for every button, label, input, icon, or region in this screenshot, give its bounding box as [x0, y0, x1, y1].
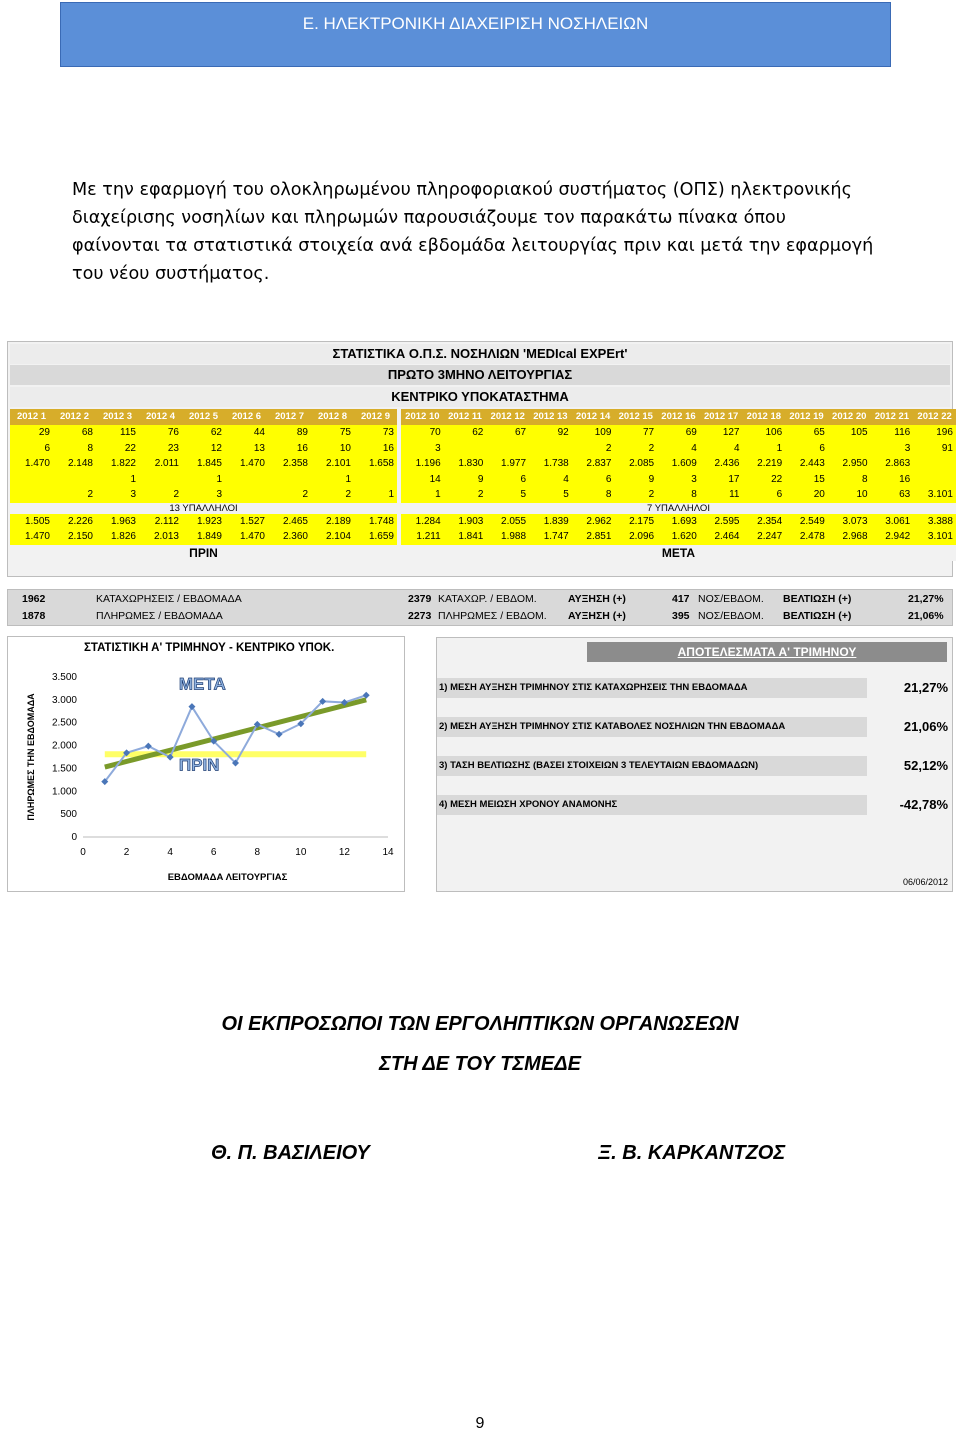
stats-subtitle: ΠΡΩΤΟ 3ΜΗΝΟ ΛΕΙΤΟΥΡΓΙΑΣ	[10, 365, 950, 385]
table-cell: 1.845	[182, 456, 225, 472]
table-cell: 1.826	[96, 529, 139, 545]
table-cell: 2012 13	[529, 409, 572, 425]
table-cell: 2.962	[572, 514, 615, 530]
table-cell: 1.748	[354, 514, 397, 530]
table-cell: 14	[401, 472, 444, 488]
table-cell: 105	[828, 425, 871, 441]
table-cell: 2012 1	[10, 409, 53, 425]
chart-canvas	[8, 637, 404, 891]
table-cell: 3.073	[828, 514, 871, 530]
y-tick-label: 0	[71, 832, 77, 843]
x-tick-label: 12	[338, 847, 350, 858]
y-tick-label: 3.000	[51, 694, 77, 706]
table-cell: 11	[700, 487, 743, 503]
table-cell: 1.505	[10, 514, 53, 530]
data-point	[145, 743, 152, 750]
table-cell: 4	[657, 441, 700, 457]
table-cell	[268, 472, 311, 488]
period-after-label: ΜΕΤΑ	[401, 545, 956, 561]
table-cell: 22	[96, 441, 139, 457]
table-cell: 2.101	[311, 456, 354, 472]
result-row	[437, 678, 952, 698]
table-cell: 1.527	[225, 514, 268, 530]
table-cell: 65	[785, 425, 828, 441]
table-cell: 2.549	[785, 514, 828, 530]
table-cell: 2.358	[268, 456, 311, 472]
y-tick-label: 1.500	[51, 763, 77, 775]
table-cell: 2012 8	[311, 409, 354, 425]
table-cell: 16	[871, 472, 914, 488]
table-cell: 2.011	[139, 456, 182, 472]
table-cell: 2.096	[614, 529, 657, 545]
table-cell: 2012 20	[828, 409, 871, 425]
table-cell	[10, 472, 53, 488]
table-cell: 44	[225, 425, 268, 441]
table-cell: 67	[486, 425, 529, 441]
table-cell: 1.839	[529, 514, 572, 530]
table-cell: 2.150	[53, 529, 96, 545]
y-axis-label: ΠΛΗΡΩΜΕΣ ΤΗΝ ΕΒΔΟΜΑΔΑ	[26, 693, 36, 821]
result-row	[437, 795, 952, 815]
x-tick-label: 10	[295, 847, 307, 858]
payments-chart	[7, 636, 405, 892]
table-cell: 68	[53, 425, 96, 441]
table-cell: 2.085	[614, 456, 657, 472]
page-number: 9	[475, 1415, 485, 1432]
table-row	[10, 472, 956, 488]
table-cell: 29	[10, 425, 53, 441]
summary-increase-label: ΑΥΞΗΣΗ (+)	[568, 593, 626, 605]
table-cell: 1.747	[529, 529, 572, 545]
table-cell: 2012 17	[700, 409, 743, 425]
before-overlay-label: ΠΡΙΝ	[178, 755, 220, 775]
table-cell: 1	[354, 487, 397, 503]
table-cell: 1.830	[444, 456, 487, 472]
period-footer-row	[10, 545, 956, 561]
table-cell: 2012 19	[785, 409, 828, 425]
table-cell: 1.988	[486, 529, 529, 545]
chart-title: ΣΤΑΤΙΣΤΙΚΗ Α' ΤΡΙΜΗΝΟΥ - ΚΕΝΤΡΙΚΟ ΥΠΟΚ.	[84, 642, 335, 654]
summary-increase-value: 417	[672, 593, 690, 605]
table-cell: 116	[871, 425, 914, 441]
table-cell: 2.104	[311, 529, 354, 545]
x-axis-label: ΕΒΔΟΜΑΔΑ ΛΕΙΤΟΥΡΓΙΑΣ	[167, 872, 288, 883]
table-cell: 2012 9	[354, 409, 397, 425]
summary-after-value: 2273	[408, 610, 432, 622]
summary-row	[8, 608, 952, 625]
table-cell: 2.148	[53, 456, 96, 472]
table-cell: 2012 21	[871, 409, 914, 425]
table-cell	[139, 472, 182, 488]
table-cell: 2012 6	[225, 409, 268, 425]
stats-branch: ΚΕΝΤΡΙΚΟ ΥΠΟΚΑΤΑΣΤΗΜΑ	[10, 387, 950, 407]
table-cell: 3.101	[913, 487, 956, 503]
table-cell: 2.226	[53, 514, 96, 530]
table-cell: 1	[311, 472, 354, 488]
table-cell: 4	[700, 441, 743, 457]
table-cell: 3	[871, 441, 914, 457]
table-cell: 15	[785, 472, 828, 488]
x-tick-label: 0	[80, 847, 86, 858]
table-cell: 70	[401, 425, 444, 441]
table-cell: 6	[785, 441, 828, 457]
table-cell: 1.470	[225, 456, 268, 472]
x-tick-label: 6	[210, 847, 217, 858]
table-cell: 2012 11	[444, 409, 487, 425]
table-cell: 2.175	[614, 514, 657, 530]
table-cell: 2	[444, 487, 487, 503]
table-cell: 2.360	[268, 529, 311, 545]
table-cell: 12	[182, 441, 225, 457]
result-row	[437, 717, 952, 737]
result-label: 4) ΜΕΣΗ ΜΕΙΩΣΗ ΧΡΟΝΟΥ ΑΝΑΜΟΝΗΣ	[437, 795, 867, 815]
signature-left: Θ. Π. ΒΑΣΙΛΕΙΟΥ	[211, 1142, 370, 1164]
table-cell: 2012 15	[614, 409, 657, 425]
table-cell: 69	[657, 425, 700, 441]
table-cell: 2	[53, 487, 96, 503]
table-cell: 2.837	[572, 456, 615, 472]
data-point	[276, 731, 283, 738]
table-cell: 1.923	[182, 514, 225, 530]
table-cell: 2.863	[871, 456, 914, 472]
table-cell	[10, 487, 53, 503]
table-cell: 91	[913, 441, 956, 457]
table-cell: 6	[486, 472, 529, 488]
summary-improvement-value: 21,06%	[908, 610, 944, 622]
table-cell	[913, 456, 956, 472]
summary-increase-label: ΑΥΞΗΣΗ (+)	[568, 610, 626, 622]
table-cell: 8	[828, 472, 871, 488]
result-value: 52,12%	[903, 758, 948, 773]
table-cell	[529, 441, 572, 457]
table-cell: 77	[614, 425, 657, 441]
table-cell: 115	[96, 425, 139, 441]
table-cell: 2.219	[743, 456, 786, 472]
summary-improvement-label: ΒΕΛΤΙΩΣΗ (+)	[783, 610, 852, 622]
table-cell: 10	[311, 441, 354, 457]
result-label: 1) ΜΕΣΗ ΑΥΞΗΣΗ ΤΡΙΜΗΝΟΥ ΣΤΙΣ ΚΑΤΑΧΩΡΗΣΕΙΣ ΤΗΝ ΕΒΔΟΜΑΔΑ	[437, 678, 867, 698]
table-cell: 16	[268, 441, 311, 457]
table-cell: 1.470	[225, 529, 268, 545]
table-cell: 2.464	[700, 529, 743, 545]
summary-improvement-label: ΒΕΛΤΙΩΣΗ (+)	[783, 593, 852, 605]
table-cell: 1	[401, 487, 444, 503]
table-row	[10, 425, 956, 441]
table-cell: 3.101	[913, 529, 956, 545]
table-cell: 2	[614, 487, 657, 503]
table-cell	[225, 472, 268, 488]
table-cell: 3	[182, 487, 225, 503]
table-cell: 1	[743, 441, 786, 457]
table-cell: 1	[96, 472, 139, 488]
table-cell	[53, 472, 96, 488]
y-tick-label: 500	[60, 809, 77, 821]
table-cell: 6	[743, 487, 786, 503]
table-cell: 62	[444, 425, 487, 441]
summary-before-value: 1962	[22, 593, 46, 605]
y-tick-label: 1.000	[51, 786, 77, 798]
summary-before-value: 1878	[22, 610, 46, 622]
table-cell: 3	[657, 472, 700, 488]
table-cell	[225, 487, 268, 503]
table-cell: 20	[785, 487, 828, 503]
table-cell: 13	[225, 441, 268, 457]
table-cell	[444, 441, 487, 457]
table-cell: 2012 14	[572, 409, 615, 425]
after-overlay-label: ΜΕΤΑ	[178, 674, 226, 694]
weekly-grid	[10, 409, 956, 561]
table-cell: 3.061	[871, 514, 914, 530]
table-cell: 8	[572, 487, 615, 503]
summary-improvement-value: 21,27%	[908, 593, 944, 605]
table-cell: 5	[486, 487, 529, 503]
table-cell: 1.977	[486, 456, 529, 472]
table-cell: 2	[311, 487, 354, 503]
employees-after: 7 ΥΠΑΛΛΗΛΟΙ	[401, 503, 956, 514]
table-cell: 2012 22	[913, 409, 956, 425]
table-row	[10, 487, 956, 503]
week-header-row	[10, 409, 956, 425]
results-panel	[436, 637, 953, 892]
summary-after-label: ΚΑΤΑΧΩΡ. / ΕΒΔΟΜ.	[438, 593, 537, 605]
table-cell: 3	[401, 441, 444, 457]
table-cell: 6	[572, 472, 615, 488]
table-cell: 8	[53, 441, 96, 457]
table-cell: 1.841	[444, 529, 487, 545]
intro-line: Με την εφαρμογή του ολοκληρωμένου πληροφοριακού συστήματος (ΟΠΣ) ηλεκτρονικής	[72, 180, 852, 200]
totals-row	[10, 529, 956, 545]
employees-before: 13 ΥΠΑΛΛΗΛΟΙ	[10, 503, 397, 514]
summary-bar	[7, 589, 953, 626]
table-row	[10, 441, 956, 457]
org-heading: ΟΙ ΕΚΠΡΟΣΩΠΟΙ ΤΩΝ ΕΡΓΟΛΗΠΤΙΚΩΝ ΟΡΓΑΝΩΣΕΩΝ	[221, 1013, 739, 1035]
table-cell: 2.112	[139, 514, 182, 530]
table-cell: 1.693	[657, 514, 700, 530]
table-cell	[354, 472, 397, 488]
table-cell: 2.478	[785, 529, 828, 545]
results-date: 06/06/2012	[902, 877, 948, 887]
table-cell: 109	[572, 425, 615, 441]
table-cell: 2.189	[311, 514, 354, 530]
table-cell: 10	[828, 487, 871, 503]
table-cell: 2	[572, 441, 615, 457]
summary-after-label: ΠΛΗΡΩΜΕΣ / ΕΒΔΟΜ.	[438, 610, 547, 622]
table-cell: 62	[182, 425, 225, 441]
x-tick-label: 4	[167, 847, 173, 858]
result-row	[437, 756, 952, 776]
table-cell: 106	[743, 425, 786, 441]
data-point	[363, 692, 370, 699]
intro-paragraph	[72, 176, 882, 288]
table-cell	[913, 472, 956, 488]
table-cell: 2.942	[871, 529, 914, 545]
section-header	[60, 2, 891, 67]
table-cell: 2	[268, 487, 311, 503]
table-cell: 2012 2	[53, 409, 96, 425]
table-cell: 2.595	[700, 514, 743, 530]
table-cell: 2	[139, 487, 182, 503]
table-cell: 2.013	[139, 529, 182, 545]
table-cell: 2012 7	[268, 409, 311, 425]
table-cell: 1.738	[529, 456, 572, 472]
table-cell: 1.470	[10, 529, 53, 545]
table-cell: 2.465	[268, 514, 311, 530]
table-cell: 1.658	[354, 456, 397, 472]
table-cell: 2012 3	[96, 409, 139, 425]
summary-increase-unit: ΝΟΣ/ΕΒΔΟΜ.	[698, 593, 764, 605]
employees-row	[10, 503, 956, 514]
table-cell: 63	[871, 487, 914, 503]
result-label: 2) ΜΕΣΗ ΑΥΞΗΣΗ ΤΡΙΜΗΝΟΥ ΣΤΙΣ ΚΑΤΑΒΟΛΕΣ ΝΟΣΗΛΙΩΝ ΤΗΝ ΕΒΔΟΜΑΔΑ	[437, 717, 867, 737]
result-value: -42,78%	[899, 797, 948, 812]
x-tick-label: 2	[123, 847, 130, 858]
table-cell: 16	[354, 441, 397, 457]
summary-after-value: 2379	[408, 593, 432, 605]
table-cell: 2012 18	[743, 409, 786, 425]
table-cell: 1.196	[401, 456, 444, 472]
y-tick-label: 2.000	[51, 740, 77, 752]
table-cell: 2012 16	[657, 409, 700, 425]
summary-before-label: ΠΛΗΡΩΜΕΣ / ΕΒΔΟΜΑΔΑ	[96, 610, 223, 622]
y-tick-label: 3.500	[51, 672, 77, 683]
table-cell: 3	[96, 487, 139, 503]
table-cell: 1.963	[96, 514, 139, 530]
table-cell: 1.903	[444, 514, 487, 530]
intro-line: του νέου συστήματος.	[72, 264, 270, 284]
intro-line: φαίνονται τα στατιστικά στοιχεία ανά εβδομάδα λειτουργίας πριν και μετά την εφαρμογή	[72, 236, 874, 256]
table-cell: 1.822	[96, 456, 139, 472]
table-cell: 17	[700, 472, 743, 488]
table-cell: 2012 4	[139, 409, 182, 425]
totals-row	[10, 514, 956, 530]
result-value: 21,27%	[903, 680, 948, 695]
table-cell: 1.211	[401, 529, 444, 545]
section-title: Ε. ΗΛΕΚΤΡΟΝΙΚΗ ΔΙΑΧΕΙΡΙΣΗ ΝΟΣΗΛΕΙΩΝ	[302, 14, 649, 33]
table-cell: 2	[614, 441, 657, 457]
table-cell: 3.388	[913, 514, 956, 530]
table-cell: 6	[10, 441, 53, 457]
signature-right: Ξ. Β. ΚΑΡΚΑΝΤΖΟΣ	[598, 1142, 786, 1164]
org-subheading: ΣΤΗ ΔΕ ΤΟΥ ΤΣΜΕΔΕ	[379, 1053, 581, 1075]
result-label: 3) ΤΑΣΗ ΒΕΛΤΙΩΣΗΣ (ΒΑΣΕΙ ΣΤΟΙΧΕΙΩΝ 3 ΤΕΛΕΥΤΑΙΩΝ ΕΒΔΟΜΑΔΩΝ)	[437, 756, 867, 776]
table-cell: 22	[743, 472, 786, 488]
table-cell: 75	[311, 425, 354, 441]
intro-line: διαχείρισης νοσηλίων και πληρωμών παρουσιάζουμε τον παρακάτω πίνακα όπου	[72, 208, 786, 228]
table-cell: 2.950	[828, 456, 871, 472]
table-row	[10, 456, 956, 472]
table-cell: 2.055	[486, 514, 529, 530]
results-title: ΑΠΟΤΕΛΕΣΜΑΤΑ Α' ΤΡΙΜΗΝΟΥ	[587, 642, 947, 662]
result-value: 21,06%	[903, 719, 948, 734]
y-tick-label: 2.500	[51, 717, 77, 729]
table-cell	[828, 441, 871, 457]
table-cell: 73	[354, 425, 397, 441]
table-cell: 9	[614, 472, 657, 488]
summary-row	[8, 591, 952, 608]
table-cell: 1.470	[10, 456, 53, 472]
table-cell: 127	[700, 425, 743, 441]
table-cell: 2012 12	[486, 409, 529, 425]
table-cell: 2.851	[572, 529, 615, 545]
table-cell: 4	[529, 472, 572, 488]
x-tick-label: 14	[382, 847, 394, 858]
table-cell: 89	[268, 425, 311, 441]
summary-increase-value: 395	[672, 610, 690, 622]
statistics-table	[7, 341, 953, 577]
table-cell: 1.849	[182, 529, 225, 545]
table-cell: 196	[913, 425, 956, 441]
table-cell: 1.620	[657, 529, 700, 545]
table-cell: 23	[139, 441, 182, 457]
table-cell: 1.284	[401, 514, 444, 530]
table-cell: 1.659	[354, 529, 397, 545]
summary-increase-unit: ΝΟΣ/ΕΒΔΟΜ.	[698, 610, 764, 622]
table-cell: 2.436	[700, 456, 743, 472]
table-cell: 1	[182, 472, 225, 488]
table-cell: 8	[657, 487, 700, 503]
period-before-label: ΠΡΙΝ	[10, 545, 397, 561]
table-cell: 2.354	[743, 514, 786, 530]
table-cell: 76	[139, 425, 182, 441]
x-tick-label: 8	[254, 847, 261, 858]
table-cell: 1.609	[657, 456, 700, 472]
table-cell: 2012 5	[182, 409, 225, 425]
summary-before-label: ΚΑΤΑΧΩΡΗΣΕΙΣ / ΕΒΔΟΜΑΔΑ	[96, 593, 242, 605]
table-cell: 2012 10	[401, 409, 444, 425]
table-cell: 9	[444, 472, 487, 488]
table-cell: 2.247	[743, 529, 786, 545]
table-cell: 92	[529, 425, 572, 441]
table-cell: 5	[529, 487, 572, 503]
table-cell: 2.443	[785, 456, 828, 472]
table-cell	[486, 441, 529, 457]
stats-title: ΣΤΑΤΙΣΤΙΚΑ Ο.Π.Σ. ΝΟΣΗΛΙΩΝ 'MEDIcal EXPErt'	[10, 344, 950, 364]
table-cell: 2.968	[828, 529, 871, 545]
